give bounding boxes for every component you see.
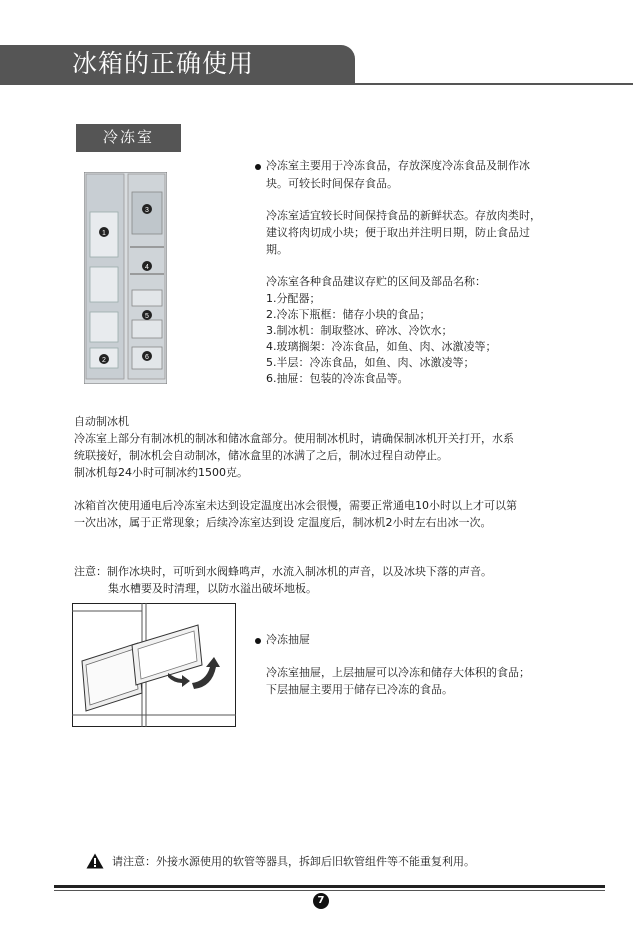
fridge-label-3	[142, 204, 152, 214]
header-divider	[0, 83, 633, 85]
first-use-line-1: 冰箱首次使用通电后冷冻室未达到设定温度出冰会很慢，需要正常通电10小时以上才可以第	[74, 499, 517, 512]
freezer-meat-line-1: 冷冻室适宜较长时间保持食品的新鲜状态。存放肉类时，	[266, 209, 541, 222]
storage-item-3: 3.制冰机：制取整冰、碎冰、冷饮水；	[266, 324, 453, 337]
section-tab: 冷冻室	[76, 124, 181, 150]
fridge-label-5	[142, 310, 152, 320]
section-divider	[76, 150, 181, 152]
drawer-line-1: 冷冻室抽屉，上层抽屉可以冷冻和储存大体积的食品；	[266, 666, 530, 679]
storage-item-4: 4.玻璃搁架：冷冻食品，如鱼、肉、冰激凌等；	[266, 340, 497, 353]
fridge-label-2	[99, 354, 109, 364]
storage-list-title: 冷冻室各种食品建议存贮的区间及部品名称：	[266, 275, 486, 288]
footer-divider	[54, 885, 605, 888]
bullet-drawer	[255, 638, 261, 644]
icemaker-line-1: 冷冻室上部分有制冰机的制冰和储冰盒部分。使用制冰机时，请确保制冰机开关打开，水系	[74, 432, 514, 445]
svg-text:6: 6	[145, 354, 149, 361]
bullet-intro	[255, 164, 261, 170]
svg-text:2: 2	[102, 357, 106, 364]
svg-text:4: 4	[145, 264, 149, 271]
drawer-line-2: 下层抽屉主要用于储存已冷冻的食品。	[266, 683, 453, 696]
freezer-meat-line-2: 建议将肉切成小块；便于取出并注明日期，防止食品过	[266, 226, 530, 239]
note-line-2: 集水槽要及时清理，以防水溢出破坏地板。	[108, 582, 317, 595]
page-number: 7	[313, 893, 329, 909]
freezer-intro-line-1: 冷冻室主要用于冷冻食品，存放深度冷冻食品及制作冰	[266, 159, 530, 172]
storage-item-6: 6.抽屉：包装的冷冻食品等。	[266, 372, 409, 385]
footer-divider-thin	[54, 890, 605, 891]
drawer-title: 冷冻抽屉	[266, 633, 310, 646]
storage-item-5: 5.半层：冷冻食品，如鱼、肉、冰激凌等；	[266, 356, 475, 369]
freezer-drawer-illustration	[72, 603, 236, 727]
first-use-line-2: 一次出冰，属于正常现象；后续冷冻室达到设 定温度后，制冰机2小时左右出冰一次。	[74, 516, 492, 529]
page-title: 冰箱的正确使用	[72, 49, 255, 78]
icemaker-title: 自动制冰机	[74, 415, 129, 428]
icemaker-line-2: 统联接好，制冰机会自动制冰，储冰盒里的冰满了之后，制冰过程自动停止。	[74, 449, 448, 462]
fridge-label-1	[99, 227, 109, 237]
freezer-intro-line-2: 块。可较长时间保存食品。	[266, 177, 398, 190]
svg-text:3: 3	[145, 207, 149, 214]
svg-text:5: 5	[145, 313, 149, 320]
storage-item-2: 2.冷冻下瓶框：储存小块的食品；	[266, 308, 431, 321]
warning-text: 请注意：外接水源使用的软管等器具，拆卸后旧软管组件等不能重复利用。	[112, 855, 475, 868]
warning-icon	[86, 853, 104, 869]
fridge-label-4	[142, 261, 152, 271]
icemaker-line-3: 制冰机每24小时可制冰约1500克。	[74, 466, 248, 479]
freezer-interior-illustration	[84, 172, 167, 384]
freezer-meat-line-3: 期。	[266, 243, 288, 256]
fridge-label-6	[142, 351, 152, 361]
storage-item-1: 1.分配器；	[266, 292, 321, 305]
svg-text:1: 1	[102, 230, 106, 237]
note-line-1: 注意：制作冰块时，可听到水阀蜂鸣声，水流入制冰机的声音，以及冰块下落的声音。	[74, 565, 492, 578]
